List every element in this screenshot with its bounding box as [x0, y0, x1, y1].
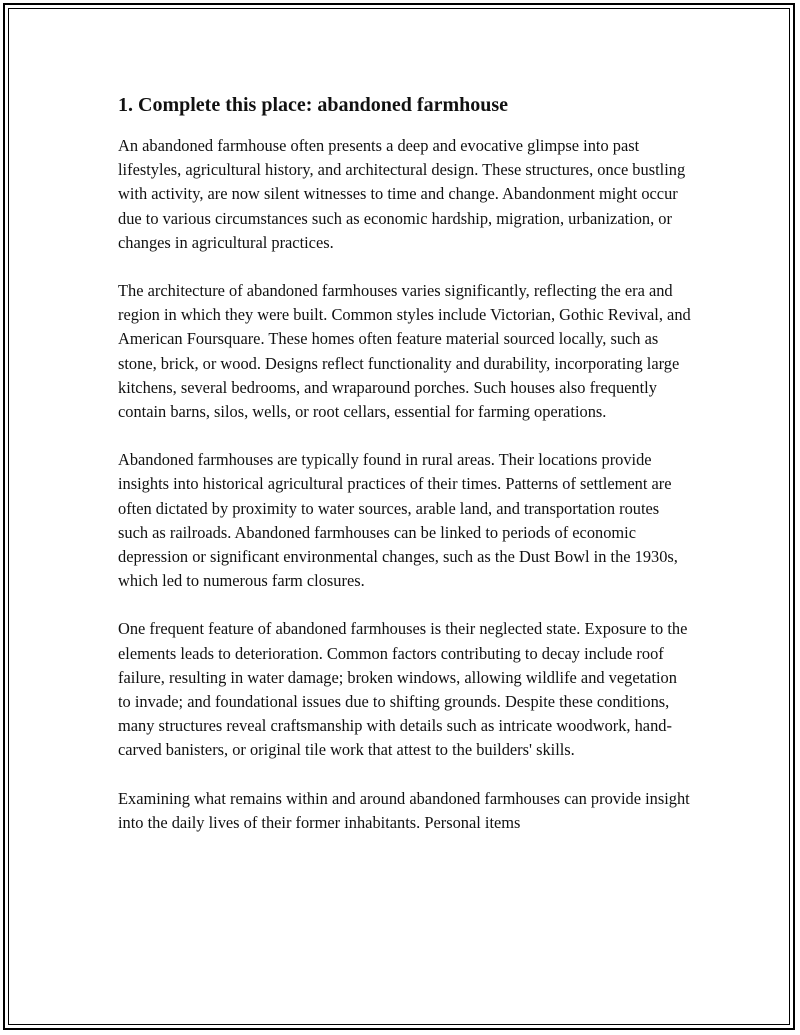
document-body — [118, 90, 693, 859]
section-heading: 1. Complete this place: abandoned farmhouse — [118, 94, 509, 116]
paragraph-neglect: One frequent feature of abandoned farmhouses is their neglected state. Exposure to the elements leads to deterioration. Common factors contributing to decay include roof failure, resulting in water damage; broken windows, allowing wildlife and vegetation to invade; and foundational issues due to shifting grounds. Despite these conditions, many structures reveal craftsmanship with details such as intricate woodwork, hand-carved banisters, or original tile work that attest to the builders' skills. — [118, 619, 688, 760]
paragraph-intro: An abandoned farmhouse often presents a deep and evocative glimpse into past lifestyles, agricultural history, and architectural design. These structures, once bustling with activity, are now silent witnesses to time and change. Abandonment might occur due to various circumstances such as economic hardship, migration, urbanization, or changes in agricultural practices. — [118, 136, 686, 252]
paragraph-architecture: The architecture of abandoned farmhouses varies significantly, reflecting the era and region in which they were built. Common styles include Victorian, Gothic Revival, and American Foursquare. These homes often feature material sourced locally, such as stone, brick, or wood. Designs reflect functionality and durability, incorporating large kitchens, several bedrooms, and wraparound porches. Such houses also frequently contain barns, silos, wells, or root cellars, essential for farming operations. — [118, 281, 691, 422]
paragraph-locations: Abandoned farmhouses are typically found in rural areas. Their locations provide insights into historical agricultural practices of their times. Patterns of settlement are often dictated by proximity to water sources, arable land, and transportation routes such as railroads. Abandoned farmhouses can be linked to periods of economic depression or significant environmental changes, such as the Dust Bowl in the 1930s, which led to numerous farm closures. — [118, 450, 678, 591]
paragraph-remains: Examining what remains within and around abandoned farmhouses can provide insight into the daily lives of their former inhabitants. Personal items — [118, 788, 690, 832]
